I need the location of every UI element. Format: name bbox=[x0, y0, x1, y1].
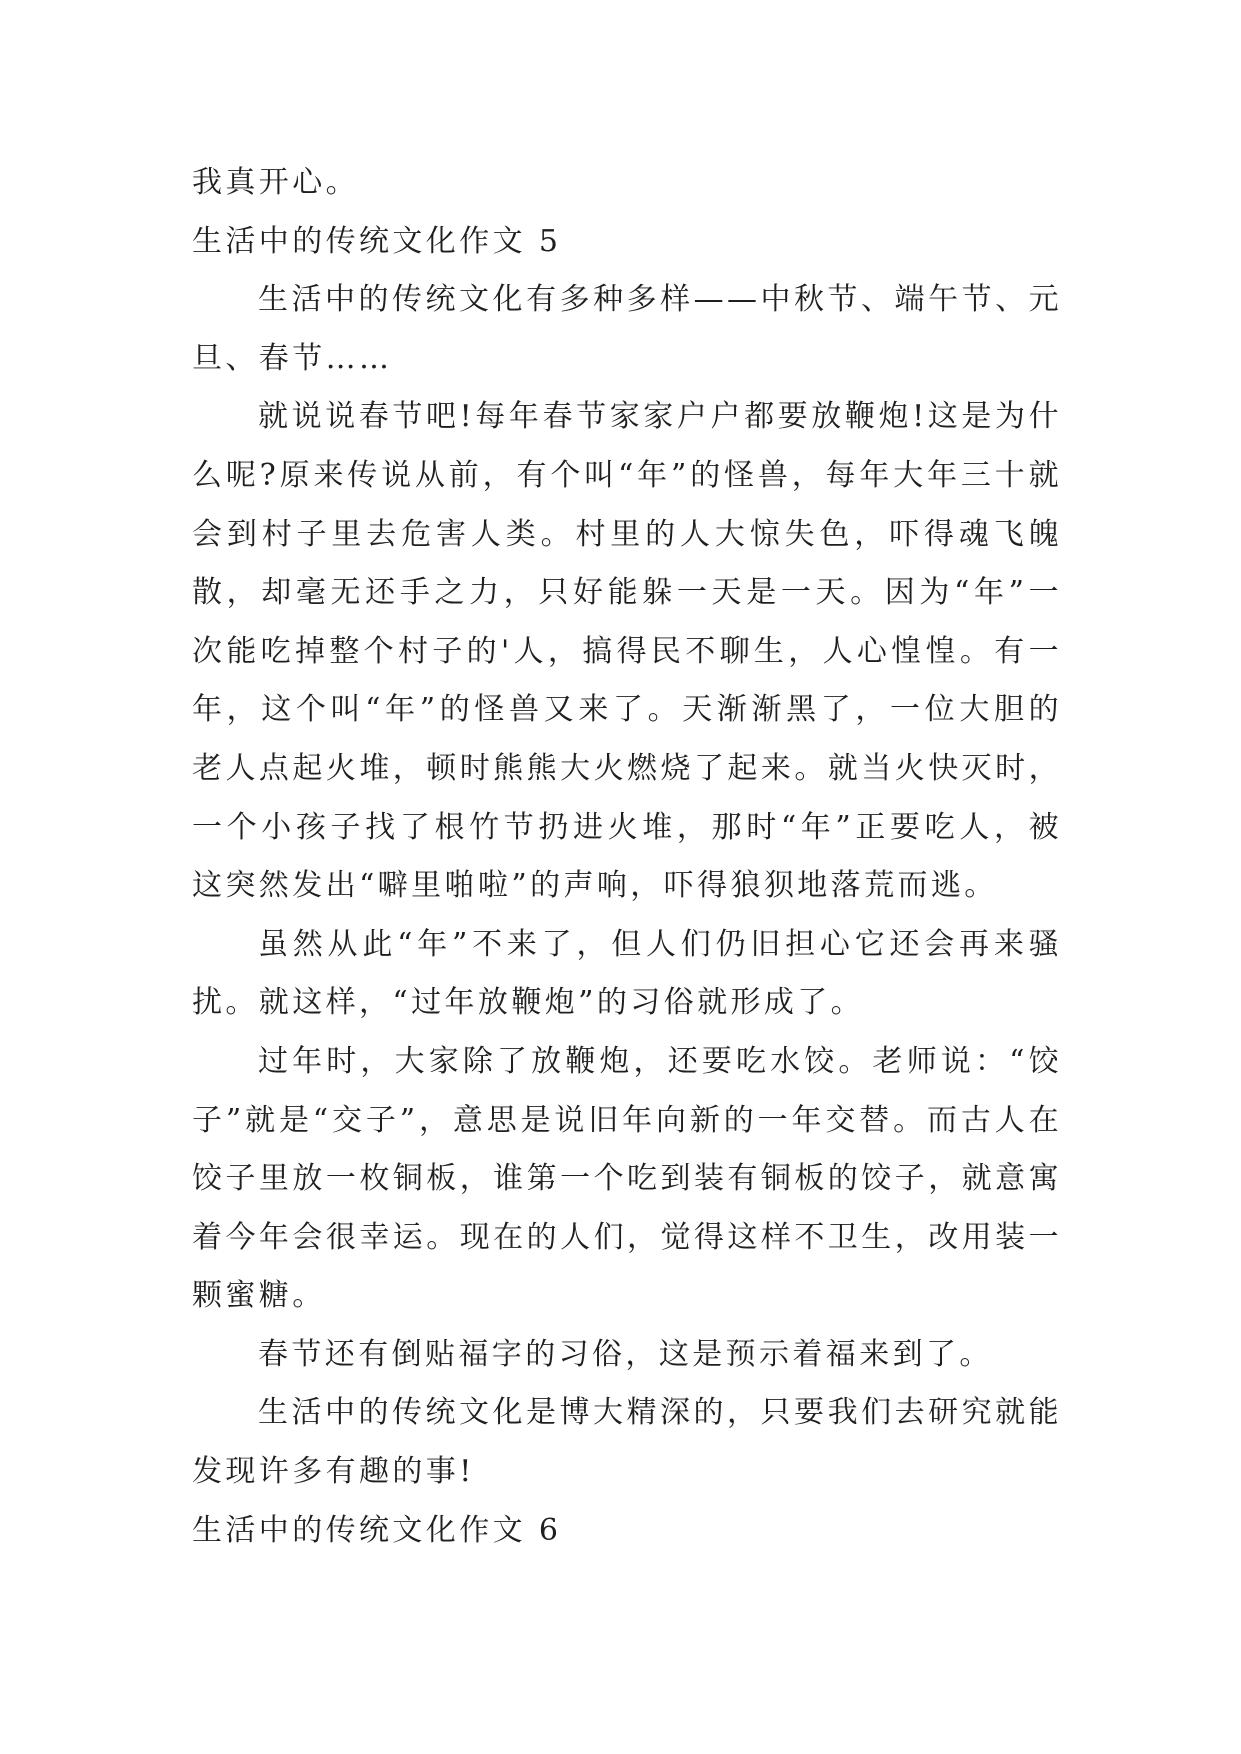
essay-title-5: 生活中的传统文化作文 5 bbox=[192, 223, 562, 259]
paragraph: 就说说春节吧!每年春节家家户户都要放鞭炮!这是为什么呢?原来传说从前，有个叫“年”的怪兽，每年大年三十就会到村子里去危害人类。村里的人大惊失色，吓得魂飞魄散，却毫无还手之力，只好能躲一天是一天。因为“年”一次能吃掉整个村子的'人，搞得民不聊生，人心惶惶。有一年，这个叫“年”的怪兽又来了。天渐渐黑了，一位大胆的老人点起火堆，顿时熊熊大火燃烧了起来。就当火快灭时，一个小孩子找了根竹节扔进火堆，那时“年”正要吃人，被这突然发出“噼里啪啦”的声响，吓得狼狈地落荒而逃。 bbox=[192, 399, 1062, 904]
paragraph: 虽然从此“年”不来了，但人们仍旧担心它还会再来骚扰。就这样，“过年放鞭炮”的习俗就形成了。 bbox=[192, 926, 1062, 1021]
document-body bbox=[192, 154, 1062, 1560]
paragraph: 过年时，大家除了放鞭炮，还要吃水饺。老师说：“饺子”就是“交子”，意思是说旧年向新的一年交替。而古人在饺子里放一枚铜板，谁第一个吃到装有铜板的饺子，就意寓着今年会很幸运。现在的人们，觉得这样不卫生，改用装一颗蜜糖。 bbox=[192, 1043, 1062, 1314]
essay-title-6: 生活中的传统文化作文 6 bbox=[192, 1512, 562, 1548]
paragraph: 生活中的传统文化是博大精深的，只要我们去研究就能发现许多有趣的事! bbox=[192, 1395, 1062, 1490]
paragraph: 生活中的传统文化有多种多样——中秋节、端午节、元旦、春节…… bbox=[192, 282, 1062, 376]
paragraph: 春节还有倒贴福字的习俗，这是预示着福来到了。 bbox=[258, 1336, 993, 1372]
closing-line: 我真开心。 bbox=[192, 165, 359, 200]
